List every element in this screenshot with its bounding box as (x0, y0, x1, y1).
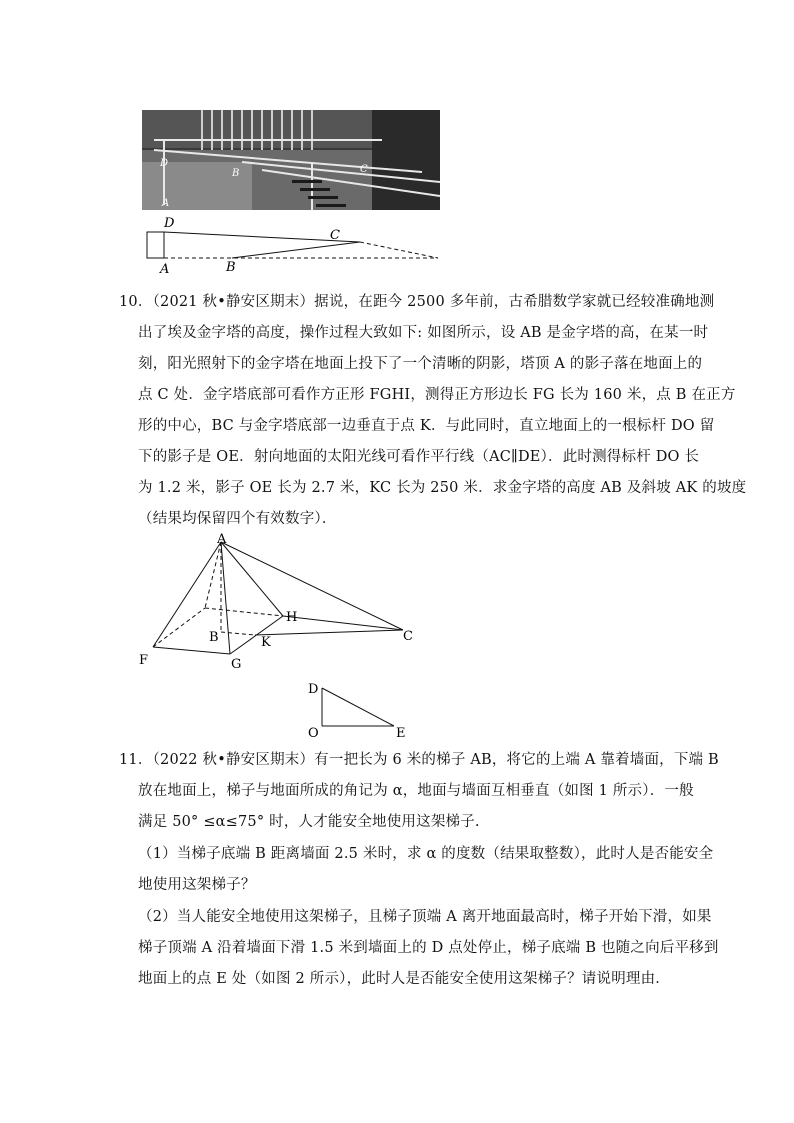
q11-sub1-line-1: （1）当梯子底端 B 距离墙面 2.5 米时，求 α 的度数（结果取整数），此时人是否能安全 (138, 846, 714, 862)
pyramid-label-k: K (261, 635, 271, 650)
pyramid-label-f: F (139, 653, 149, 668)
photo-label-d: D (160, 158, 169, 169)
photo-label-b: B (232, 168, 240, 179)
q11-line-1: 11．（2022 秋•静安区期末）有一把长为 6 米的梯子 AB，将它的上端 A 靠着墙面，下端 B (119, 752, 719, 768)
pyramid-figure (135, 532, 425, 676)
q11-number: 11． (119, 752, 153, 768)
diagram-label-a: A (160, 262, 170, 277)
diagram-label-d: D (164, 216, 175, 231)
q10-line-1: 10．（2021 秋•静安区期末）据说，在距今 2500 多年前，古希腊数学家就已经较准确地测 (119, 294, 715, 310)
q10-line-5: 形的中心，BC 与金字塔底部一边垂直于点 K．与此同时，直立地面上的一根标杆 DO 留 (138, 418, 715, 434)
photo-label-a: A (162, 198, 170, 209)
pole-label-d: D (308, 682, 319, 697)
q10-line-6: 下的影子是 OE．射向地面的太阳光线可看作平行线（AC∥DE）．此时测得标杆 DO 长 (138, 449, 700, 465)
pyramid-label-g: G (231, 657, 242, 672)
staircase-photo (142, 110, 440, 210)
diagram-label-b: B (226, 260, 236, 275)
pole-label-o: O (308, 726, 319, 740)
pyramid-label-a: A (217, 532, 227, 547)
q10-line-2: 出了埃及金字塔的高度，操作过程大致如下: 如图所示，设 AB 是金字塔的高，在某一时 (138, 325, 709, 341)
q10-line-8: （结果均保留四个有效数字）． (138, 511, 337, 527)
q11-sub2-line-2: 梯子顶端 A 沿着墙面下滑 1.5 米到墙面上的 D 点处停止，梯子底端 B 也随之向后平移到 (138, 940, 719, 956)
q11-sub2-line-1: （2）当人能安全地使用这架梯子，且梯子顶端 A 离开地面最高时，梯子开始下滑，如果 (138, 909, 712, 925)
q11-line-3: 满足 50° ≤α≤75° 时，人才能安全地使用这架梯子. (138, 814, 480, 830)
staircase-diagram (140, 212, 450, 282)
pyramid-label-b: B (209, 630, 219, 645)
q10-line-7: 为 1.2 米，影子 OE 长为 2.7 米，KC 长为 250 米．求金字塔的高度 AB 及斜坡 AK 的坡度 (138, 480, 747, 496)
diagram-label-c: C (330, 228, 340, 243)
photo-label-c: C (360, 164, 368, 175)
q11-sub1-line-2: 地使用这架梯子？ (138, 877, 256, 893)
pyramid-label-c: C (403, 629, 413, 644)
pole-label-e: E (396, 726, 406, 740)
q11-line-2: 放在地面上，梯子与地面所成的角记为 α，地面与墙面互相垂直（如图 1 所示）．一般 (138, 783, 694, 799)
pyramid-label-h: H (286, 610, 298, 625)
q10-line-3: 刻，阳光照射下的金字塔在地面上投下了一个清晰的阴影，塔顶 A 的影子落在地面上的 (138, 356, 703, 372)
q10-number: 10． (119, 294, 153, 310)
q11-sub2-line-3: 地面上的点 E 处（如图 2 所示），此时人是否能安全使用这架梯子？请说明理由． (138, 971, 670, 987)
pole-figure (304, 680, 414, 744)
q10-line-4: 点 C 处．金字塔底部可看作方正形 FGHI，测得正方形边长 FG 长为 160 米，点 B 在正方 (138, 387, 736, 403)
